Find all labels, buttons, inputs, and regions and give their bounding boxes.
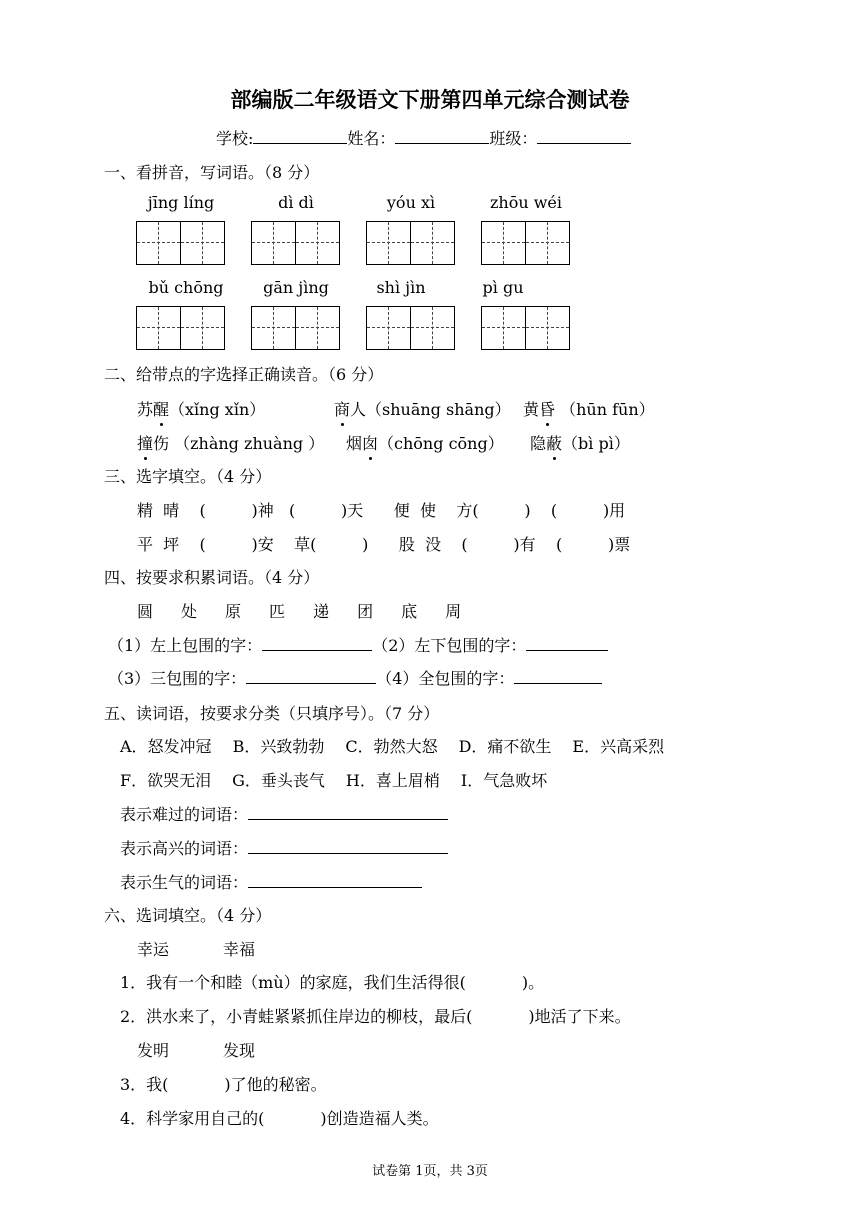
writing-grid[interactable] [481,221,570,265]
pinyin-label: pì gu [482,278,524,297]
answer-blank[interactable] [248,871,422,888]
name-blank[interactable] [395,127,489,144]
pinyin-label: shì jìn [376,278,426,297]
section-1-heading: 一、看拼音，写词语。（8 分） [104,163,320,182]
answer-blank[interactable] [262,634,372,651]
class-blank[interactable] [537,127,631,144]
option-item: G．垂头丧气 [232,771,325,790]
option-item: A．怒发冲冠 [120,737,212,756]
word-pair [137,1038,255,1061]
option-item: F．欲哭无泪 [120,771,212,790]
reading-item: 黄昏 （hūn fūn） [523,397,655,420]
section-4-heading: 四、按要求积累词语。（4 分） [104,568,320,587]
writing-grid[interactable] [366,221,455,265]
reading-item: 撞伤 （zhàng zhuàng ） [137,431,324,454]
section-2-heading: 二、给带点的字选择正确读音。（6 分） [104,365,384,384]
char-item: 处 [181,602,198,621]
sentence-question: 4．科学家用自己的( )创造造福人类。 [120,1109,439,1128]
classify-line: 表示生气的词语： [120,870,422,893]
option-item: D．痛不欲生 [458,737,552,756]
writing-grid[interactable] [366,306,455,350]
word-choice: 幸运 [137,940,170,959]
reading-item: 苏醒（xǐng xǐn） [137,397,265,420]
char-item: 匹 [269,602,286,621]
class-label: 班级： [489,129,538,148]
pinyin-label: gān jìng [263,278,329,297]
pinyin-label: yóu xì [386,193,436,212]
question-line: （1）左上包围的字： （2）左下包围的字： [108,633,608,656]
option-row [120,768,547,791]
answer-blank[interactable] [246,667,376,684]
section-5-heading: 五、读词语，按要求分类（只填序号）。（7 分） [104,704,440,723]
option-item: B．兴致勃勃 [232,737,325,756]
char-item: 团 [357,602,374,621]
char-item: 底 [401,602,418,621]
dotted-char: 昏 [539,397,555,420]
pinyin-label: zhōu wéi [489,193,563,212]
sentence-question: 2．洪水来了，小青蛙紧紧抓住岸边的柳枝，最后( )地活了下来。 [120,1007,631,1026]
classify-line: 表示难过的词语： [120,802,448,825]
pinyin-label: dì dì [278,193,314,212]
char-item: 原 [225,602,242,621]
dotted-char: 商 [334,397,350,420]
pinyin-label: jīng líng [147,193,215,212]
school-blank[interactable] [253,127,347,144]
name-label: 姓名： [347,129,396,148]
word-choice: 幸福 [223,940,256,959]
dotted-char: 蔽 [546,431,562,454]
pinyin-label: bǔ chōng [148,278,224,297]
answer-blank[interactable] [514,667,602,684]
writing-grid[interactable] [136,221,225,265]
page-title: 部编版二年级语文下册第四单元综合测试卷 [230,87,630,112]
option-row [120,734,664,757]
school-label: 学校: [216,129,254,148]
reading-item: 商人（shuāng shāng） [334,397,511,420]
dotted-char: 撞 [137,431,153,454]
option-item: I．气急败坏 [460,771,548,790]
writing-grid[interactable] [481,306,570,350]
section-6-heading: 六、选词填空。（4 分） [104,906,272,925]
word-pair [137,937,255,960]
fill-line: 精 晴 ( )神 ( )天 便 使 方( ) ( )用 [137,501,626,520]
fill-line: 平 坪 ( )安 草( ) 股 没 ( )有 ( )票 [137,535,631,554]
word-choice: 发现 [223,1041,256,1060]
question-line: （3）三包围的字： （4）全包围的字： [108,666,602,689]
option-item: C．勃然大怒 [345,737,438,756]
student-info-line [216,126,631,149]
reading-item: 烟囱（chōng cōng） [346,431,504,454]
answer-blank[interactable] [248,837,448,854]
dotted-char: 醒 [153,397,169,420]
sentence-question: 1．我有一个和睦（mù）的家庭，我们生活得很( )。 [120,973,545,992]
page-footer: 试卷第 1页，共 3页 [372,1164,488,1179]
reading-item: 隐蔽（bì pì） [530,431,630,454]
writing-grid[interactable] [251,221,340,265]
answer-blank[interactable] [248,803,448,820]
writing-grid[interactable] [251,306,340,350]
char-list [137,599,461,622]
classify-line: 表示高兴的词语： [120,836,448,859]
answer-blank[interactable] [526,634,608,651]
char-item: 递 [313,602,330,621]
char-item: 圆 [137,602,154,621]
char-item: 周 [445,602,462,621]
option-item: H．喜上眉梢 [345,771,440,790]
option-item: E．兴高采烈 [572,737,665,756]
section-3-heading: 三、选字填空。（4 分） [104,467,272,486]
writing-grid[interactable] [136,306,225,350]
sentence-question: 3．我( )了他的秘密。 [120,1075,327,1094]
word-choice: 发明 [137,1041,170,1060]
dotted-char: 囱 [362,431,378,454]
